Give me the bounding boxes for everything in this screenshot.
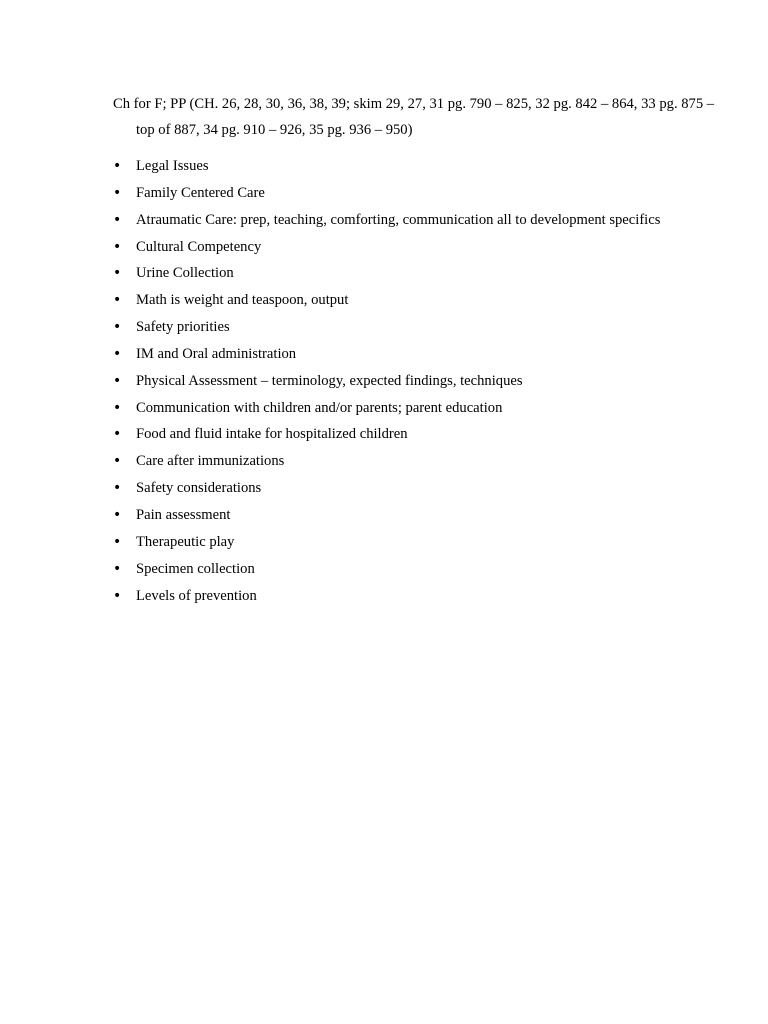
- bullet-icon: •: [113, 399, 122, 416]
- list-item-text: Specimen collection: [136, 560, 255, 577]
- list-item-text: Communication with children and/or parents; parent education: [136, 399, 503, 416]
- list-item-text: Family Centered Care: [136, 184, 265, 201]
- list-item-text: Safety priorities: [136, 319, 230, 336]
- bullet-icon: •: [113, 560, 122, 577]
- bullet-icon: •: [113, 238, 122, 255]
- list-item-text: Cultural Competency: [136, 238, 262, 255]
- list-item: [113, 368, 713, 395]
- bullet-icon: •: [113, 372, 122, 389]
- list-item: [113, 341, 713, 368]
- list-item-text: Math is weight and teaspoon, output: [136, 292, 349, 309]
- list-item: [113, 583, 713, 610]
- document-heading: Ch for F; PP (CH. 26, 28, 30, 36, 38, 39; skim 29, 27, 31 pg. 790 – 825, 32 pg. 842 – 864, 33 pg. 875 – top of 887, 34 pg. 910 – 926, 35 pg. 936 – 950): [113, 96, 715, 138]
- bullet-icon: •: [113, 587, 122, 604]
- bullet-icon: •: [113, 292, 122, 309]
- list-item: [113, 556, 713, 583]
- bullet-icon: •: [113, 319, 122, 336]
- bullet-icon: •: [113, 184, 122, 201]
- bullet-icon: •: [113, 453, 122, 470]
- bullet-icon: •: [113, 211, 122, 228]
- bullet-icon: •: [113, 533, 122, 550]
- list-item-text: Atraumatic Care: prep, teaching, comforting, communication all to development specifics: [136, 211, 661, 228]
- bullet-icon: •: [113, 265, 122, 282]
- bullet-icon: •: [113, 158, 122, 174]
- list-item-text: Urine Collection: [136, 265, 234, 282]
- list-item-text: Food and fluid intake for hospitalized children: [136, 426, 408, 443]
- list-item: [113, 475, 713, 502]
- list-item: [113, 502, 713, 529]
- list-item: [113, 529, 713, 556]
- list-item: [113, 207, 713, 234]
- list-item-text: Pain assessment: [136, 506, 231, 523]
- list-item: [113, 180, 713, 207]
- bullet-icon: •: [113, 480, 122, 497]
- list-item: [113, 234, 713, 261]
- list-item-text: IM and Oral administration: [136, 345, 297, 362]
- list-item: [113, 314, 713, 341]
- list-item-text: Physical Assessment – terminology, expected findings, techniques: [136, 372, 523, 389]
- list-item: [113, 421, 713, 448]
- list-item-text: Legal Issues: [136, 158, 209, 174]
- list-item-text: Therapeutic play: [136, 533, 235, 550]
- topic-list: [113, 153, 713, 609]
- list-item: [113, 287, 713, 314]
- bullet-icon: •: [113, 345, 122, 362]
- list-item-text: Care after immunizations: [136, 453, 285, 470]
- bullet-icon: •: [113, 426, 122, 443]
- list-item: [113, 260, 713, 287]
- bullet-icon: •: [113, 506, 122, 523]
- list-item: [113, 395, 713, 422]
- list-item: [113, 448, 713, 475]
- list-item-text: Levels of prevention: [136, 587, 257, 604]
- list-item-text: Safety considerations: [136, 480, 262, 497]
- list-item: [113, 153, 713, 180]
